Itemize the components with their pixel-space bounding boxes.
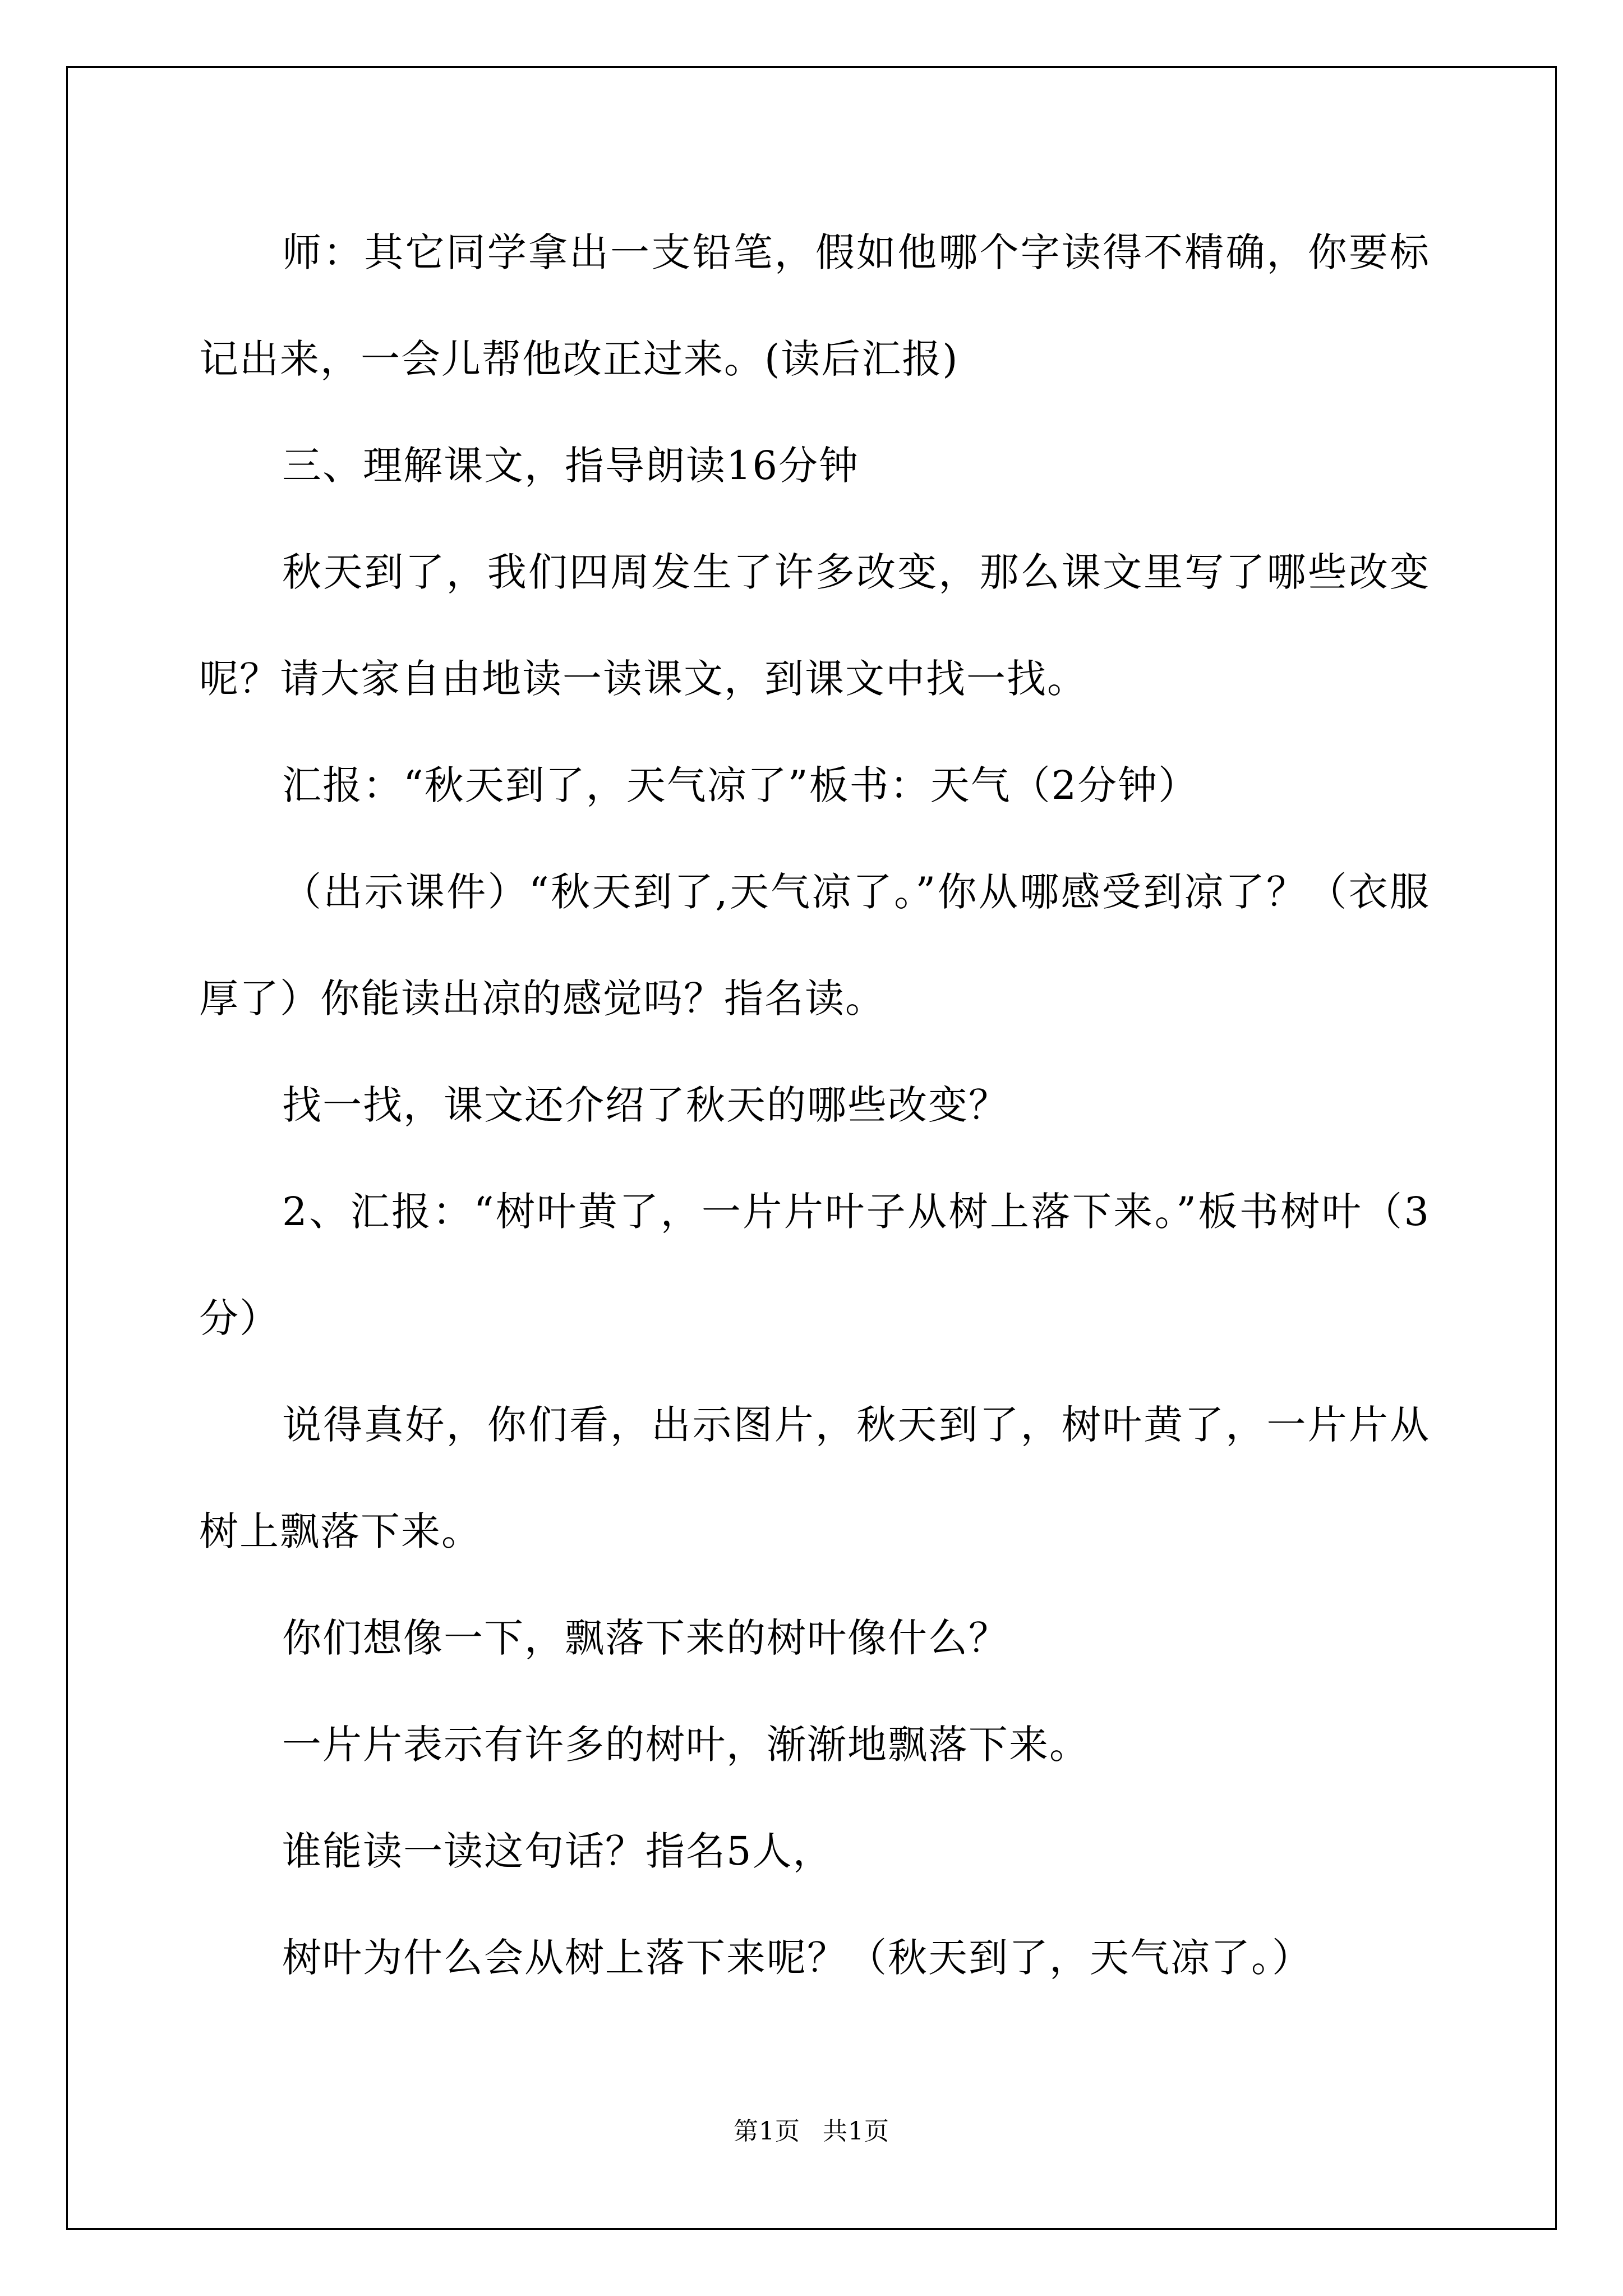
paragraph-2: 三、理解课文，指导朗读16分钟 [282, 443, 860, 489]
paragraph-11: 谁能读一读这句话？指名5人， [282, 1828, 833, 1874]
paragraph-1: 师：其它同学拿出一支铅笔，假如他哪个字读得不精确，你要标记出来，一会儿帮他改正过来。(读后汇报) [199, 229, 1430, 382]
page-footer [0, 2115, 1623, 2148]
paragraph-4: 汇报：“秋天到了，天气凉了”板书：天气（2分钟） [282, 762, 1199, 808]
paragraph-7: 2、汇报：“树叶黄了，一片片叶子从树上落下来。”板书树叶（3分） [199, 1189, 1430, 1341]
page-number-total: 共1页 [823, 2117, 889, 2146]
paragraph-10: 一片片表示有许多的树叶，渐渐地飘落下来。 [282, 1722, 1090, 1768]
paragraph-12: 树叶为什么会从树上落下来呢？（秋天到了，天气凉了。） [282, 1935, 1312, 1981]
paragraph-6: 找一找，课文还介绍了秋天的哪些改变？ [282, 1082, 1009, 1128]
paragraph-8: 说得真好，你们看，出示图片，秋天到了，树叶黄了，一片片从树上飘落下来。 [199, 1402, 1430, 1554]
paragraph-9: 你们想像一下，飘落下来的树叶像什么？ [282, 1615, 1009, 1661]
paragraph-5: （出示课件）“秋天到了,天气凉了。”你从哪感受到凉了？（衣服厚了）你能读出凉的感觉吗？指名读。 [199, 869, 1430, 1022]
paragraph-3: 秋天到了，我们四周发生了许多改变，那么课文里写了哪些改变呢？请大家自由地读一读课文，到课文中找一找。 [199, 549, 1430, 702]
page-number-current: 第1页 [734, 2117, 800, 2146]
